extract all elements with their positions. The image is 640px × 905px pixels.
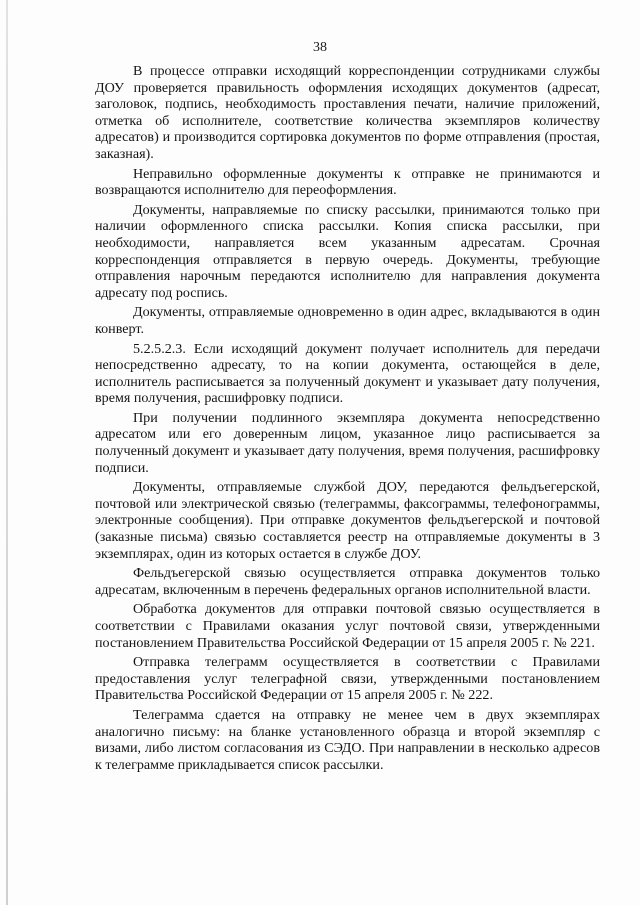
paragraph-courier: Фельдъегерской связью осуществляется отправка документов только адресатам, включенным в перечень федеральных органов исполнительной власти.: [95, 565, 600, 598]
paragraph-original-receipt: При получении подлинного экземпляра документа непосредственно адресатом или его доверенным лицом, указанное лицо расписывается за полученный документ и указывает дату получения, время получения, расшифровку подписи.: [95, 409, 600, 476]
document-body: [95, 63, 600, 776]
paragraph-postal: Обработка документов для отправки почтовой связью осуществляется в соответствии с Правилами оказания услуг почтовой связи, утвержденными постановлением Правительства Российской Федерации от 15 апреля 2005 г. № 221.: [95, 601, 600, 651]
page-number: 38: [313, 40, 327, 55]
paragraph-mailing-list: Документы, направляемые по списку рассылки, принимаются только при наличии оформленного списка рассылки. Копия списка рассылки, при необходимости, направляется всем указанным адресатам. Срочная корреспонденция отправляется в первую очередь. Документы, требующие отправления нарочным передаются исполнителю для направления документа адресату под роспись.: [95, 201, 600, 301]
paragraph-telegrams: Отправка телеграмм осуществляется в соответствии с Правилами предоставления услуг телеграфной связи, утвержденными постановлением Правительства Российской Федерации от 15 апреля 2005 г. № 222.: [95, 654, 600, 704]
page-edge: [6, 0, 8, 905]
paragraph-dispatch-methods: Документы, отправляемые службой ДОУ, передаются фельдъегерской, почтовой или электрической связью (телеграммы, факсограммы, телефонограммы, электронные сообщения). При отправке документов фельдъегерской и почтовой (заказные письма) связью составляется реестр на отправляемые документы в 3 экземплярах, один из которых остается в службе ДОУ.: [95, 479, 600, 562]
paragraph-one-envelope: Документы, отправляемые одновременно в один адрес, вкладываются в один конверт.: [95, 304, 600, 337]
paragraph-telegram-copies: Телеграмма сдается на отправку не менее чем в двух экземплярах аналогично письму: на бланке установленного образца и второй экземпляр с визами, либо листом согласования из СЭДО. При направлении в несколько адресов к телеграмме прикладывается список рассылки.: [95, 706, 600, 773]
paragraph-sending-check: В процессе отправки исходящий корреспонденции сотрудниками службы ДОУ проверяется правильность оформления исходящих документов (адресат, заголовок, подпись, необходимость проставления печати, наличие приложений, отметка об исполнителе, соответствие количества экземпляров количеству адресатов) и производится сортировка документов по форме отправления (простая, заказная).: [95, 63, 600, 162]
paragraph-incorrect-docs: Неправильно оформленные документы к отправке не принимаются и возвращаются исполнителю для переоформления.: [95, 165, 600, 199]
paragraph-5-2-5-2-3: 5.2.5.2.3. Если исходящий документ получает исполнитель для передачи непосредственно адресату, то на копии документа, остающейся в деле, исполнитель расписывается за полученный документ и указывает дату получения, время получения, расшифровку подписи.: [95, 340, 600, 407]
